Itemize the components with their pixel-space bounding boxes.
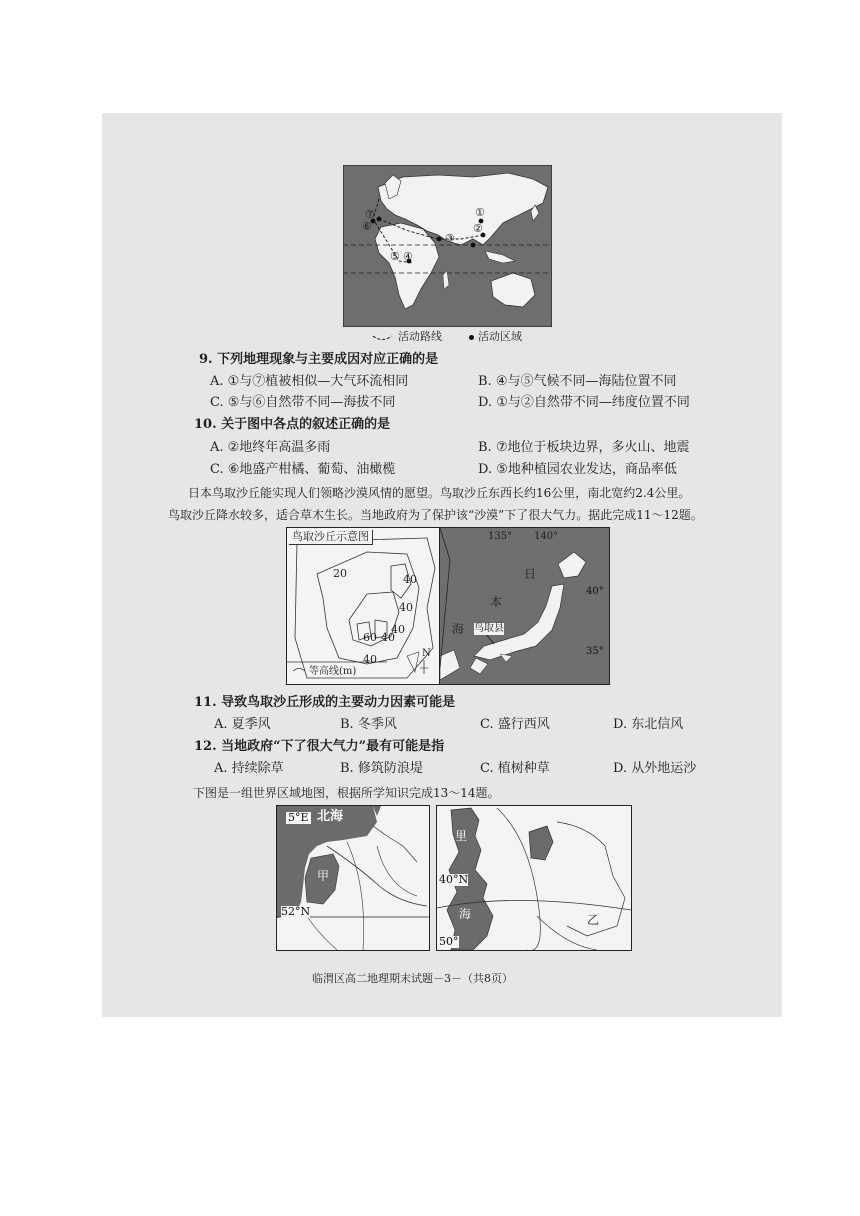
q12-option-b: B. 修筑防浪堤 (340, 761, 423, 776)
area-legend-dot-icon (469, 335, 474, 340)
latitude-35: 35° (586, 646, 604, 657)
q9-option-d: D. ①与②自然带不同—纬度位置不同 (478, 395, 690, 410)
marker-7: ⑦ (365, 208, 375, 221)
tottori-dune-panel (287, 528, 440, 684)
q9-option-a: A. ①与⑦植被相似—大气环流相同 (210, 374, 409, 389)
caspian-sea-map (436, 805, 632, 951)
contour-60: 60 (363, 631, 377, 644)
q10-option-a: A. ②地终年高温多雨 (210, 440, 331, 455)
contour-40-c: 40 (391, 623, 405, 636)
marker-5: ⑤ (390, 250, 400, 263)
lat-50-label: 50° (439, 935, 459, 948)
longitude-140: 140° (534, 531, 559, 542)
contour-40-a: 40 (403, 573, 417, 586)
caspian-label-li: 里 (455, 829, 468, 843)
q10-option-d: D. ⑤地种植园农业发达，商品率低 (478, 462, 677, 477)
q12-option-d: D. 从外地运沙 (613, 761, 697, 776)
caspian-label-hai: 海 (459, 907, 472, 921)
passage1-line2: 鸟取沙丘降水较多，适合草木生长。当地政府为了保护该“沙漠”下了很大气力。据此完成11～12题。 (168, 508, 703, 522)
q11-option-d: D. 东北信风 (613, 717, 684, 732)
japan-map-svg (440, 528, 609, 684)
q9-stem: 9. 下列地理现象与主要成因对应正确的是 (199, 352, 439, 367)
q11-option-b: B. 冬季风 (340, 717, 397, 732)
q12-stem: 12. 当地政府“下了很大气力”最有可能是指 (194, 739, 445, 754)
latitude-40: 40° (586, 586, 604, 597)
tottori-map-title: 鸟取沙丘示意图 (289, 530, 373, 545)
marker-4: ④ (403, 250, 413, 263)
lon-5e-label: 5°E (288, 811, 309, 824)
q11-option-a: A. 夏季风 (214, 717, 271, 732)
passage1-line1: 日本鸟取沙丘能实现人们领略沙漠风情的愿望。鸟取沙丘东西长约16公里，南北宽约2.4公里。 (188, 486, 691, 500)
legend-route-label: 活动路线 (398, 330, 442, 343)
marker-1: ① (475, 206, 485, 219)
q10-stem: 10. 关于图中各点的叙述正确的是 (194, 417, 391, 432)
tottori-county-label: 鸟取县 (474, 623, 504, 634)
marker-2: ② (473, 222, 483, 235)
q9-option-c: C. ⑤与⑥自然带不同—海拔不同 (210, 395, 396, 410)
north-arrow-label: N (422, 648, 431, 659)
exam-page (102, 113, 782, 1017)
sea-label-ri: 日 (524, 567, 537, 581)
japan-location-panel (440, 528, 609, 684)
contour-40-e: 40 (363, 653, 377, 666)
q11-stem: 11. 导致鸟取沙丘形成的主要动力因素可能是 (194, 695, 456, 710)
world-map-figure (343, 165, 552, 327)
region-maps-figure (276, 805, 632, 951)
lat-40n-label: 40°N (439, 873, 469, 886)
marker-3: ③ (445, 232, 455, 245)
contour-20: 20 (333, 567, 347, 580)
contour-40-d: 40 (381, 631, 395, 644)
q11-option-c: C. 盛行西风 (480, 717, 550, 732)
q10-option-c: C. ⑥地盛产柑橘、葡萄、油橄榄 (210, 462, 396, 477)
q9-option-b: B. ④与⑤气候不同—海陆位置不同 (478, 374, 677, 389)
world-map-svg (343, 165, 552, 327)
q12-option-a: A. 持续除草 (214, 761, 284, 776)
contour-40-b: 40 (399, 601, 413, 614)
north-sea-map-svg (277, 806, 429, 950)
world-map-legend (372, 329, 572, 345)
contour-legend-label: 等高线(m) (309, 666, 357, 677)
north-sea-map (276, 805, 430, 951)
tottori-figure (286, 527, 610, 685)
q10-option-b: B. ⑦地位于板块边界，多火山、地震 (478, 440, 690, 455)
page-footer: 临渭区高二地理期末试题－3－（共8页） (312, 972, 513, 985)
marker-6: ⑥ (362, 220, 372, 233)
sea-label-hai: 海 (452, 622, 465, 636)
region-yi-label: 乙 (587, 913, 600, 927)
route-legend-icon (372, 333, 394, 343)
q12-option-c: C. 植树种草 (480, 761, 550, 776)
legend-area-label: 活动区域 (478, 330, 522, 343)
north-sea-label: 北海 (317, 809, 344, 824)
lat-52n-label: 52°N (281, 905, 311, 918)
passage2: 下图是一组世界区域地图，根据所学知识完成13～14题。 (193, 786, 500, 800)
region-jia-label: 甲 (317, 869, 330, 883)
longitude-135: 135° (488, 531, 513, 542)
sea-label-ben: 本 (490, 595, 503, 609)
